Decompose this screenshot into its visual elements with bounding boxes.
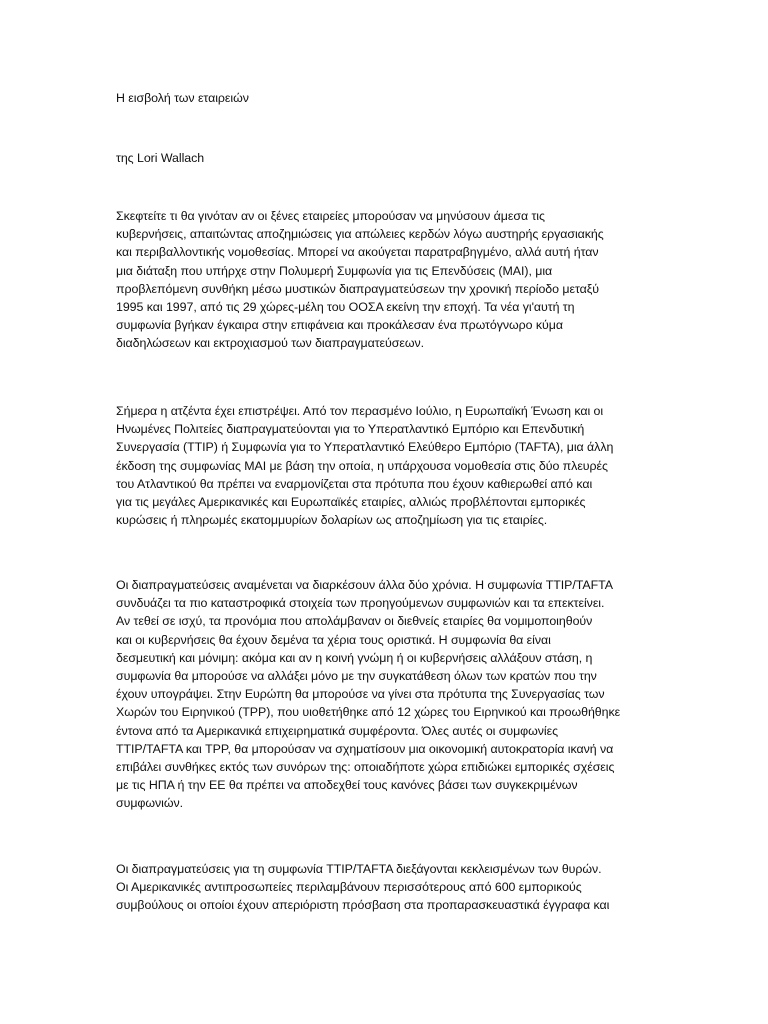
paragraph-2	[116, 402, 656, 529]
paragraph-3	[116, 576, 656, 813]
text-line: και περιβαλλοντικής νομοθεσίας. Μπορεί να ακούγεται παρατραβηγμένο, αλλά αυτή ήταν	[116, 245, 599, 260]
paragraph-1	[116, 207, 656, 353]
text-line: Οι διαπραγματεύσεις για τη συμφωνία TTIP/TAFTA διεξάγονται κεκλεισμένων των θυρών.	[116, 862, 602, 876]
text-line: κυβερνήσεις, απαιτώντας αποζημιώσεις για απώλειες κερδών λόγω αυστηρής εργασιακής	[116, 227, 604, 242]
text-line: έκδοση της συμφωνίας MAI με βάση την οποία, η υπάρχουσα νομοθεσία στις δύο πλευρές	[116, 458, 608, 473]
text-line: διαδηλώσεων και εκτροχιασμού των διαπραγματεύσεων.	[116, 336, 424, 351]
text-line: έντονα από τα Αμερικανικά επιχειρηματικά συμφέροντα. Όλες αυτές οι συμφωνίες	[116, 723, 559, 738]
text-line: Αν τεθεί σε ισχύ, τα προνόμια που απολάμβαναν οι διεθνείς εταιρίες θα νομιμοποιηθούν	[116, 614, 593, 629]
title-text: Η εισβολή των εταιρειών	[116, 91, 249, 105]
text-line: επιβάλει συνθήκες εκτός των συνόρων της: οποιαδήποτε χώρα επιδιώκει εμπορικές σχέσεις	[116, 760, 615, 775]
text-line: δεσμευτική και μόνιμη: ακόμα και αν η κοινή γνώμη ή οι κυβερνήσεις αλλάξουν στάση, η	[116, 650, 593, 665]
text-line: και οι κυβερνήσεις θα έχουν δεμένα τα χέρια τους οριστικά. Η συμφωνία θα είναι	[116, 632, 551, 647]
text-line: με τις ΗΠΑ ή την ΕΕ θα πρέπει να αποδεχθεί τους κανόνες βάσει των συγκεκριμένων	[116, 778, 578, 793]
paragraph-4	[116, 860, 656, 915]
text-line: Συνεργασία (TTIP) ή Συμφωνία για το Υπερατλαντικό Ελεύθερο Εμπόριο (TAFTA), μια άλλη	[116, 440, 614, 455]
author-byline	[116, 149, 656, 167]
text-line: έχουν υπογράψει. Στην Ευρώπη θα μπορούσε να γίνει στα πρότυπα της Συνεργασίας των	[116, 687, 605, 702]
text-line: Οι διαπραγματεύσεις αναμένεται να διαρκέσουν άλλα δύο χρόνια. Η συμφωνία TTIP/TAFTA	[116, 578, 613, 592]
document-title	[116, 89, 656, 107]
text-line: Σκεφτείτε τι θα γινόταν αν οι ξένες εταιρείες μπορούσαν να μηνύσουν άμεσα τις	[116, 209, 545, 223]
text-line: 1995 και 1997, από τις 29 χώρες-μέλη του ΟΟΣΑ εκείνη την εποχή. Τα νέα γι'αυτή τη	[116, 300, 575, 315]
text-line: Σήμερα η ατζέντα έχει επιστρέψει. Από τον περασμένο Ιούλιο, η Ευρωπαϊκή Ένωση και οι	[116, 404, 604, 418]
text-line: συνδυάζει τα πιο καταστροφικά στοιχεία των προηγούμενων συμφωνιών και τα επεκτείνει.	[116, 596, 605, 611]
text-line: κυρώσεις ή πληρωμές εκατομμυρίων δολαρίων ως αποζημίωση για τις εταιρίες.	[116, 513, 548, 528]
text-line: συμφωνία θα μπορούσε να αλλάξει μόνο με την συγκατάθεση όλων των κρατών που την	[116, 669, 597, 684]
text-line: συμφωνιών.	[116, 796, 184, 811]
text-line: TTIP/TAFTA και TPP, θα μπορούσαν να σχηματίσουν μια οικονομική αυτοκρατορία ικανή να	[116, 741, 614, 756]
text-line: συμφωνία βγήκαν έγκαιρα στην επιφάνεια και προκάλεσαν ένα πρωτόγνωρο κύμα	[116, 318, 563, 333]
text-line: μια διάταξη που υπήρχε στην Πολυμερή Συμφωνία για τις Επενδύσεις (MAI), μια	[116, 263, 553, 278]
text-line: του Ατλαντικού θα πρέπει να εναρμονίζεται στα πρότυπα που έχουν καθιερωθεί από και	[116, 476, 593, 491]
text-line: Οι Αμερικανικές αντιπροσωπείες περιλαμβάνουν περισσότερους από 600 εμπορικούς	[116, 880, 582, 895]
text-line: προβλεπόμενη συνθήκη μέσω μυστικών διαπραγματεύσεων την χρονική περίοδο μεταξύ	[116, 281, 599, 296]
text-line: για τις μεγάλες Αμερικανικές και Ευρωπαϊκές εταιρίες, αλλιώς προβλέπονται εμπορικές	[116, 495, 586, 510]
text-line: συμβούλους οι οποίοι έχουν απεριόριστη πρόσβαση στα προπαρασκευαστικά έγγραφα και	[116, 898, 610, 913]
text-line: Ηνωμένες Πολιτείες διαπραγματεύονται για το Υπερατλαντικό Εμπόριο και Επενδυτική	[116, 422, 585, 437]
author-text: της Lori Wallach	[116, 151, 205, 165]
text-line: Χωρών του Ειρηνικού (TPP), που υιοθετήθηκε από 12 χώρες του Ειρηνικού και προωθήθηκε	[116, 705, 621, 720]
